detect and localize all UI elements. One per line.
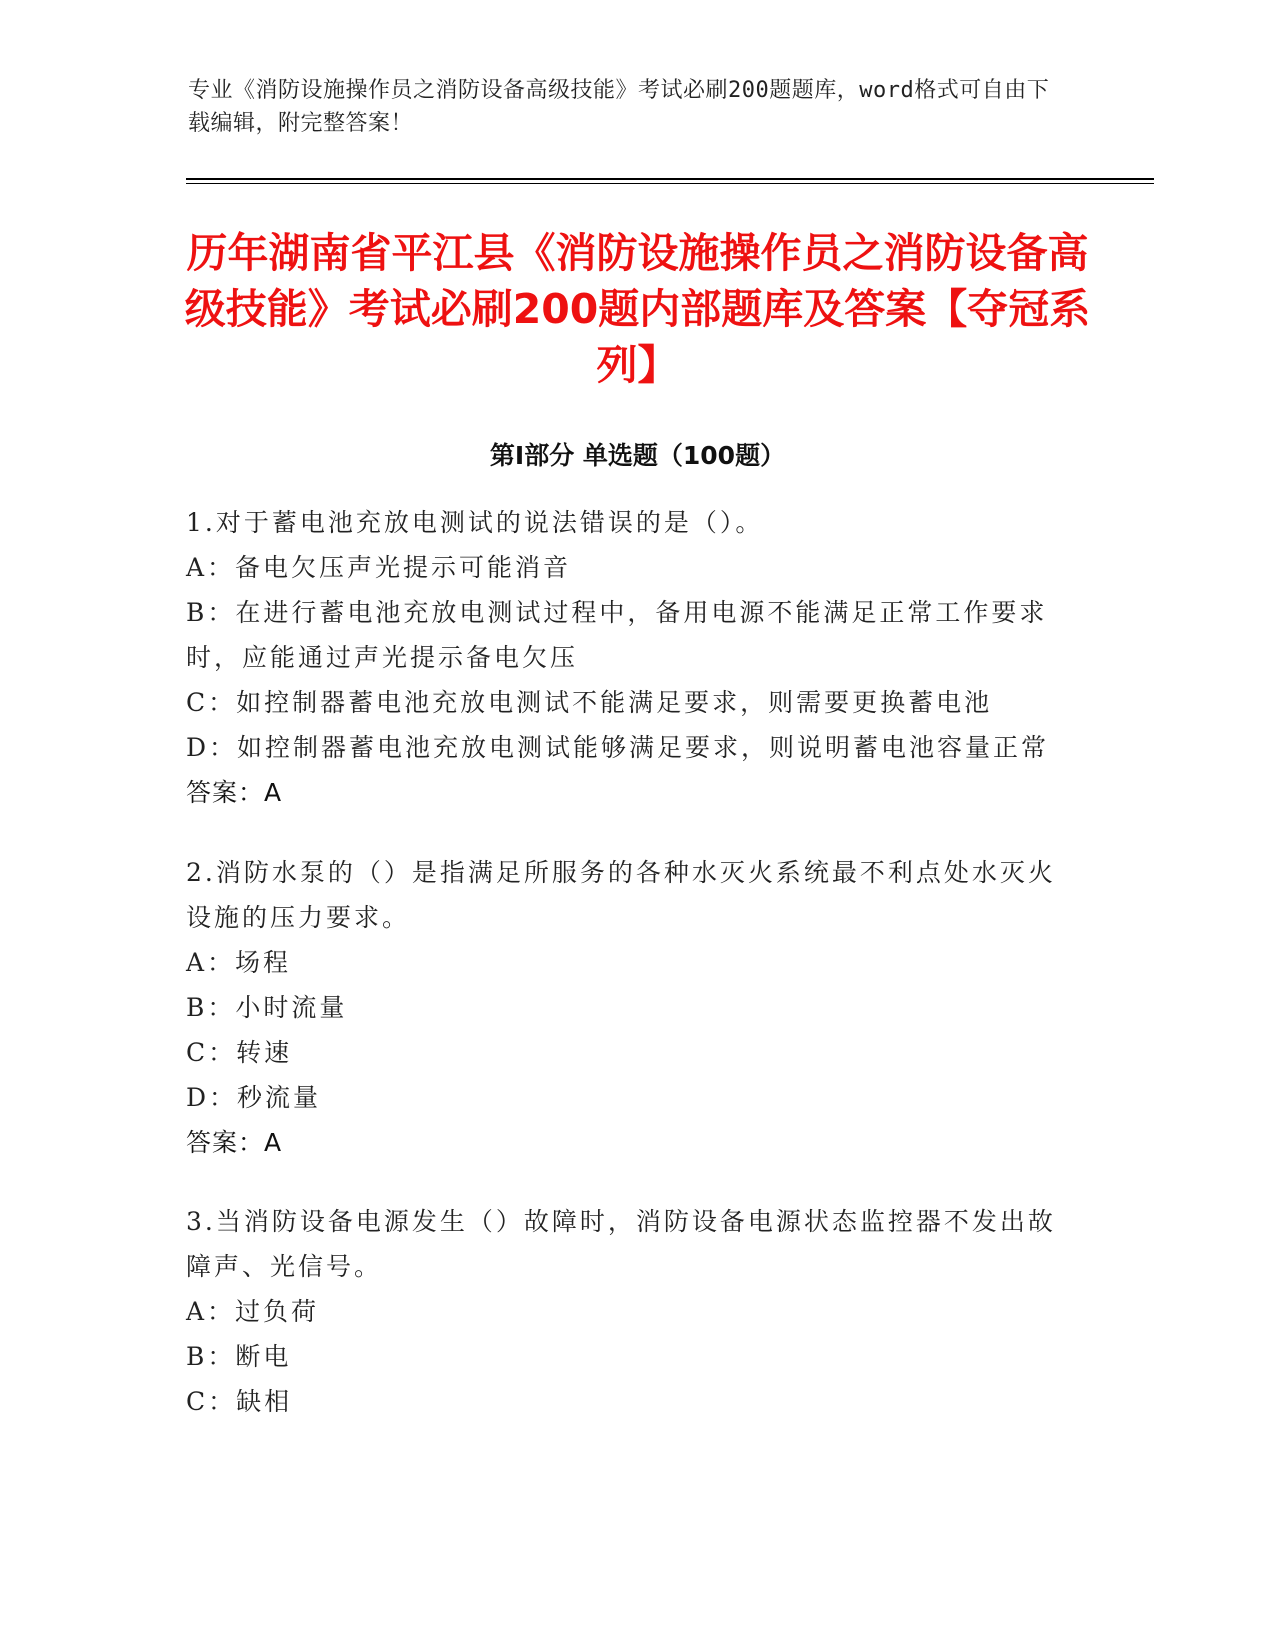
option-c: C：如控制器蓄电池充放电测试不能满足要求，则需要更换蓄电池 bbox=[186, 688, 993, 717]
option-a: A：备电欠压声光提示可能消音 bbox=[186, 553, 572, 582]
question-stem: 3.当消防设备电源发生（）故障时，消防设备电源状态监控器不发出故障声、光信号。 bbox=[186, 1207, 1056, 1281]
question-3 bbox=[186, 1199, 1066, 1424]
header-divider-thick bbox=[186, 178, 1154, 180]
question-stem: 1.对于蓄电池充放电测试的说法错误的是（）。 bbox=[186, 508, 764, 537]
option-b: B：断电 bbox=[186, 1342, 292, 1371]
document-title: 历年湖南省平江县《消防设施操作员之消防设备高级技能》考试必刷200题内部题库及答案【夺冠系列】 bbox=[184, 229, 1091, 389]
option-d: D：秒流量 bbox=[186, 1083, 322, 1112]
option-a: A：过负荷 bbox=[186, 1297, 320, 1326]
option-b: B：小时流量 bbox=[186, 993, 348, 1022]
section-heading: 第Ⅰ部分 单选题（100题） bbox=[489, 441, 786, 470]
question-2 bbox=[186, 850, 1066, 1165]
header-divider-thin bbox=[186, 183, 1154, 184]
option-c: C：转速 bbox=[186, 1038, 293, 1067]
option-b: B：在进行蓄电池充放电测试过程中，备用电源不能满足正常工作要求时，应能通过声光提示备电欠压 bbox=[186, 598, 1048, 672]
question-stem: 2.消防水泵的（）是指满足所服务的各种水灭火系统最不利点处水灭火设施的压力要求。 bbox=[186, 858, 1056, 932]
option-a: A：场程 bbox=[186, 948, 292, 977]
answer-line: 答案：A bbox=[186, 1128, 283, 1157]
option-c: C：缺相 bbox=[186, 1387, 293, 1416]
answer-line: 答案：A bbox=[186, 778, 283, 807]
option-d: D：如控制器蓄电池充放电测试能够满足要求，则说明蓄电池容量正常 bbox=[186, 733, 1050, 762]
header-note: 专业《消防设施操作员之消防设备高级技能》考试必刷200题题库，word格式可自由下载编辑，附完整答案！ bbox=[188, 78, 1050, 136]
question-1 bbox=[186, 500, 1066, 815]
